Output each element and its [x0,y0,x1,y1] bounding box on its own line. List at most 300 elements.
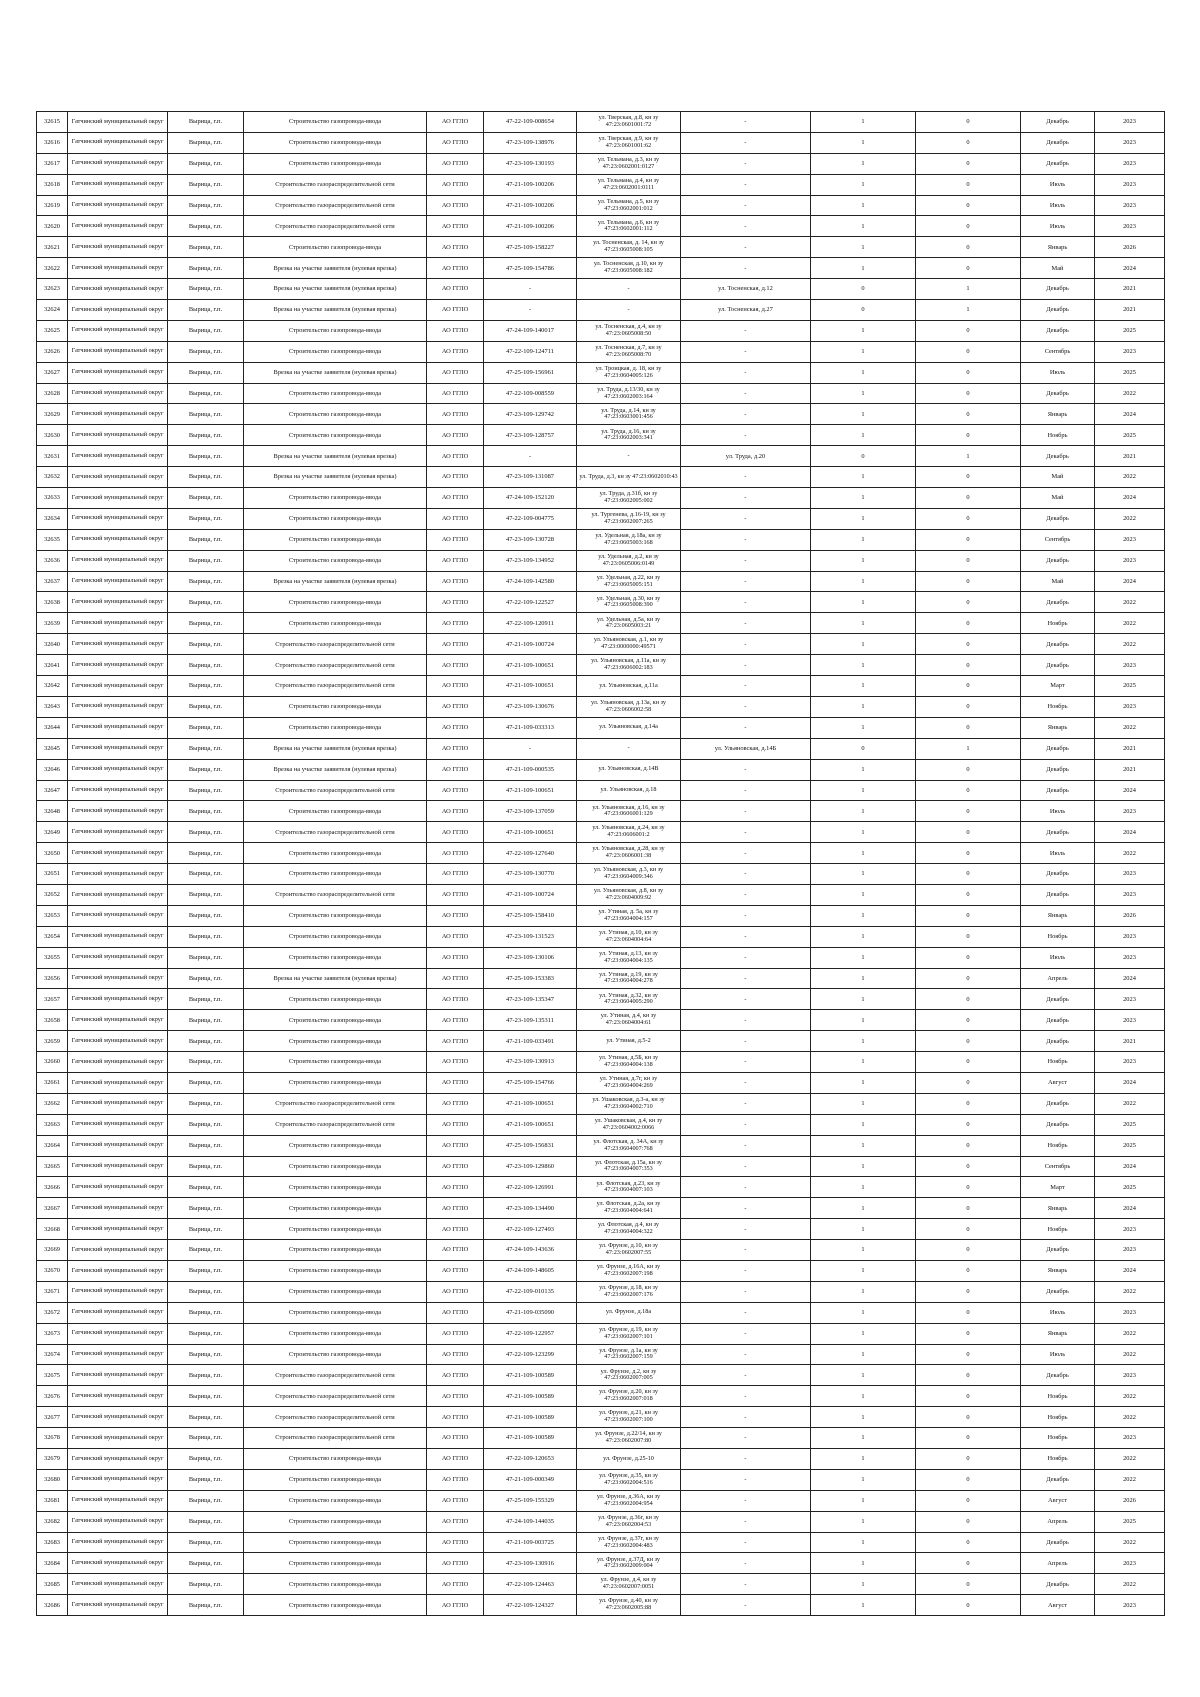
work-type-cell: Строительство газораспределительной сети [244,634,427,655]
work-type-cell: Строительство газопровода-ввода [244,1010,427,1031]
municipality-cell: Гатчинский муниципальный округ [68,1595,168,1616]
work-type-cell: Строительство газораспределительной сети [244,1428,427,1449]
month-cell: Июль [1021,801,1095,822]
municipality-cell: Гатчинский муниципальный округ [68,237,168,258]
year-cell: 2024 [1095,1260,1165,1281]
application-number-cell: 47-22-109-123299 [484,1344,577,1365]
count-a-cell: 1 [811,1052,916,1073]
count-b-cell: 0 [916,1135,1021,1156]
table-row [37,1511,1165,1532]
row-number-cell: 32625 [37,320,68,341]
work-type-cell: Строительство газопровода-ввода [244,1052,427,1073]
application-number-cell: 47-25-109-154766 [484,1072,577,1093]
count-b-cell: 0 [916,1344,1021,1365]
row-number-cell: 32631 [37,446,68,467]
municipality-cell: Гатчинский муниципальный округ [68,1281,168,1302]
year-cell: 2023 [1095,1010,1165,1031]
address-cell: ул. Утиная, д.13, кн зу 47:23:0604004:135 [577,947,681,968]
month-cell: Декабрь [1021,132,1095,153]
count-a-cell: 1 [811,1365,916,1386]
organization-cell: АО ГГЛО [427,1093,484,1114]
application-number-cell: 47-21-109-100724 [484,884,577,905]
year-cell: 2023 [1095,1219,1165,1240]
organization-cell: АО ГГЛО [427,822,484,843]
municipality-cell: Гатчинский муниципальный округ [68,989,168,1010]
organization-cell: АО ГГЛО [427,112,484,133]
object-address-cell: - [681,676,811,697]
month-cell: Ноябрь [1021,1428,1095,1449]
table-row [37,634,1165,655]
settlement-cell: Вырица, г.п. [168,1449,244,1470]
municipality-cell: Гатчинский муниципальный округ [68,843,168,864]
object-address-cell: - [681,1093,811,1114]
address-cell: - [577,300,681,321]
organization-cell: АО ГГЛО [427,550,484,571]
organization-cell: АО ГГЛО [427,738,484,759]
count-a-cell: 1 [811,216,916,237]
month-cell: Ноябрь [1021,1407,1095,1428]
year-cell: 2024 [1095,780,1165,801]
month-cell: Апрель [1021,1553,1095,1574]
organization-cell: АО ГГЛО [427,362,484,383]
month-cell: Июль [1021,174,1095,195]
settlement-cell: Вырица, г.п. [168,801,244,822]
count-b-cell: 0 [916,529,1021,550]
count-a-cell: 1 [811,884,916,905]
application-number-cell: 47-24-109-142580 [484,571,577,592]
row-number-cell: 32642 [37,676,68,697]
application-number-cell: 47-23-109-138976 [484,132,577,153]
table-row [37,446,1165,467]
address-cell: ул. Флотская, д.2а, кн зу 47:23:0604004:641 [577,1198,681,1219]
object-address-cell: - [681,1240,811,1261]
row-number-cell: 32681 [37,1490,68,1511]
table-row [37,676,1165,697]
application-number-cell: 47-21-109-100651 [484,676,577,697]
application-number-cell: 47-23-109-129860 [484,1156,577,1177]
month-cell: Декабрь [1021,1031,1095,1052]
application-number-cell: 47-21-109-100206 [484,195,577,216]
count-a-cell: 1 [811,1156,916,1177]
organization-cell: АО ГГЛО [427,446,484,467]
settlement-cell: Вырица, г.п. [168,1344,244,1365]
month-cell: Ноябрь [1021,696,1095,717]
count-b-cell: 0 [916,362,1021,383]
object-address-cell: - [681,1323,811,1344]
year-cell: 2022 [1095,1281,1165,1302]
application-number-cell: 47-25-109-154786 [484,258,577,279]
count-a-cell: 1 [811,1135,916,1156]
row-number-cell: 32680 [37,1469,68,1490]
row-number-cell: 32640 [37,634,68,655]
address-cell: ул. Фрунзе, д.1а, кн зу 47:23:0602007:159 [577,1344,681,1365]
count-a-cell: 1 [811,822,916,843]
municipality-cell: Гатчинский муниципальный округ [68,676,168,697]
settlement-cell: Вырица, г.п. [168,738,244,759]
year-cell: 2023 [1095,947,1165,968]
month-cell: Декабрь [1021,383,1095,404]
address-cell: ул. Удельная, д.5а, кн зу 47:23:0605003:21 [577,613,681,634]
year-cell: 2025 [1095,425,1165,446]
row-number-cell: 32616 [37,132,68,153]
count-a-cell: 1 [811,383,916,404]
month-cell: Январь [1021,404,1095,425]
year-cell: 2022 [1095,592,1165,613]
table-row [37,884,1165,905]
object-address-cell: - [681,864,811,885]
count-a-cell: 0 [811,446,916,467]
count-b-cell: 0 [916,258,1021,279]
count-a-cell: 1 [811,696,916,717]
application-number-cell: 47-23-109-128757 [484,425,577,446]
municipality-cell: Гатчинский муниципальный округ [68,258,168,279]
settlement-cell: Вырица, г.п. [168,279,244,300]
year-cell: 2022 [1095,717,1165,738]
table-row [37,1490,1165,1511]
municipality-cell: Гатчинский муниципальный округ [68,1574,168,1595]
organization-cell: АО ГГЛО [427,300,484,321]
count-b-cell: 0 [916,1532,1021,1553]
month-cell: Декабрь [1021,320,1095,341]
year-cell: 2022 [1095,1532,1165,1553]
settlement-cell: Вырица, г.п. [168,132,244,153]
work-type-cell: Врезка на участке заявителя (нулевая врезка) [244,738,427,759]
object-address-cell: - [681,1072,811,1093]
count-b-cell: 0 [916,571,1021,592]
municipality-cell: Гатчинский муниципальный округ [68,634,168,655]
row-number-cell: 32661 [37,1072,68,1093]
settlement-cell: Вырица, г.п. [168,237,244,258]
organization-cell: АО ГГЛО [427,1344,484,1365]
count-b-cell: 0 [916,905,1021,926]
count-a-cell: 1 [811,1010,916,1031]
application-number-cell: 47-23-109-135311 [484,1010,577,1031]
table-row [37,425,1165,446]
month-cell: Январь [1021,1198,1095,1219]
work-type-cell: Строительство газопровода-ввода [244,383,427,404]
organization-cell: АО ГГЛО [427,1469,484,1490]
table-row [37,801,1165,822]
application-number-cell: 47-23-109-130728 [484,529,577,550]
count-b-cell: 0 [916,1156,1021,1177]
work-type-cell: Строительство газопровода-ввода [244,132,427,153]
application-number-cell: 47-23-109-130676 [484,696,577,717]
month-cell: Сентябрь [1021,529,1095,550]
address-cell: ул. Фрунзе, д.40, кн зу 47:23:0602005:88 [577,1595,681,1616]
count-b-cell: 0 [916,550,1021,571]
table-row [37,404,1165,425]
year-cell: 2022 [1095,1323,1165,1344]
table-row [37,1072,1165,1093]
organization-cell: АО ГГЛО [427,801,484,822]
work-type-cell: Строительство газораспределительной сети [244,822,427,843]
year-cell: 2022 [1095,1386,1165,1407]
row-number-cell: 32675 [37,1365,68,1386]
application-number-cell: 47-24-109-144035 [484,1511,577,1532]
table-row [37,362,1165,383]
count-b-cell: 0 [916,174,1021,195]
address-cell: ул. Ульяновская, д.24, кн зу 47:23:0606001:2 [577,822,681,843]
count-b-cell: 0 [916,195,1021,216]
count-a-cell: 1 [811,1553,916,1574]
address-cell: ул. Фрунзе, д.25-10 [577,1449,681,1470]
settlement-cell: Вырица, г.п. [168,1302,244,1323]
organization-cell: АО ГГЛО [427,655,484,676]
year-cell: 2022 [1095,1344,1165,1365]
work-type-cell: Строительство газопровода-ввода [244,341,427,362]
address-cell: ул. Удельная, д.2, кн зу 47:23:0605006:0149 [577,550,681,571]
work-type-cell: Строительство газопровода-ввода [244,1302,427,1323]
address-cell: ул. Флотская, д.4, кн зу 47:23:0604004:322 [577,1219,681,1240]
settlement-cell: Вырица, г.п. [168,1428,244,1449]
table-row [37,1219,1165,1240]
application-number-cell: 47-25-109-155329 [484,1490,577,1511]
row-number-cell: 32652 [37,884,68,905]
month-cell: Декабрь [1021,738,1095,759]
year-cell: 2023 [1095,1302,1165,1323]
work-type-cell: Строительство газопровода-ввода [244,1469,427,1490]
count-a-cell: 1 [811,1595,916,1616]
table-row [37,550,1165,571]
count-b-cell: 0 [916,1219,1021,1240]
work-type-cell: Строительство газопровода-ввода [244,550,427,571]
year-cell: 2024 [1095,1156,1165,1177]
municipality-cell: Гатчинский муниципальный округ [68,550,168,571]
organization-cell: АО ГГЛО [427,1198,484,1219]
count-b-cell: 0 [916,759,1021,780]
address-cell: ул. Фрунзе, д.2, кн зу 47:23:0602007:005 [577,1365,681,1386]
row-number-cell: 32615 [37,112,68,133]
settlement-cell: Вырица, г.п. [168,341,244,362]
organization-cell: АО ГГЛО [427,1219,484,1240]
table-row [37,1093,1165,1114]
count-a-cell: 1 [811,613,916,634]
municipality-cell: Гатчинский муниципальный округ [68,300,168,321]
count-b-cell: 0 [916,1177,1021,1198]
object-address-cell: - [681,1302,811,1323]
count-b-cell: 0 [916,383,1021,404]
settlement-cell: Вырица, г.п. [168,1511,244,1532]
row-number-cell: 32635 [37,529,68,550]
count-a-cell: 1 [811,258,916,279]
settlement-cell: Вырица, г.п. [168,676,244,697]
table-row [37,1156,1165,1177]
gasification-table [36,111,1165,1616]
application-number-cell: 47-21-109-000349 [484,1469,577,1490]
month-cell: Сентябрь [1021,1156,1095,1177]
count-a-cell: 1 [811,655,916,676]
settlement-cell: Вырица, г.п. [168,592,244,613]
month-cell: Декабрь [1021,153,1095,174]
year-cell: 2026 [1095,905,1165,926]
address-cell: ул. Труда, д.14, кн зу 47:23:0603001:456 [577,404,681,425]
object-address-cell: ул. Тосненская, д.12 [681,279,811,300]
work-type-cell: Строительство газопровода-ввода [244,717,427,738]
application-number-cell: 47-21-109-100206 [484,174,577,195]
organization-cell: АО ГГЛО [427,634,484,655]
municipality-cell: Гатчинский муниципальный округ [68,1469,168,1490]
count-b-cell: 1 [916,446,1021,467]
address-cell: ул. Тосненская, д. 14, кн зу 47:23:0605008:105 [577,237,681,258]
count-a-cell: 1 [811,1532,916,1553]
municipality-cell: Гатчинский муниципальный округ [68,947,168,968]
year-cell: 2022 [1095,634,1165,655]
work-type-cell: Врезка на участке заявителя (нулевая врезка) [244,300,427,321]
settlement-cell: Вырица, г.п. [168,780,244,801]
address-cell: ул. Ульяновская, д.14В [577,759,681,780]
row-number-cell: 32655 [37,947,68,968]
object-address-cell: - [681,968,811,989]
municipality-cell: Гатчинский муниципальный округ [68,1490,168,1511]
count-b-cell: 0 [916,1198,1021,1219]
count-a-cell: 1 [811,1511,916,1532]
application-number-cell: 47-23-109-137059 [484,801,577,822]
object-address-cell: - [681,1449,811,1470]
organization-cell: АО ГГЛО [427,195,484,216]
row-number-cell: 32678 [37,1428,68,1449]
month-cell: Май [1021,258,1095,279]
count-b-cell: 0 [916,1490,1021,1511]
settlement-cell: Вырица, г.п. [168,320,244,341]
year-cell: 2022 [1095,508,1165,529]
table-row [37,467,1165,488]
table-row [37,508,1165,529]
municipality-cell: Гатчинский муниципальный округ [68,425,168,446]
year-cell: 2022 [1095,1093,1165,1114]
table-row [37,947,1165,968]
year-cell: 2025 [1095,1177,1165,1198]
work-type-cell: Строительство газораспределительной сети [244,174,427,195]
year-cell: 2023 [1095,1595,1165,1616]
year-cell: 2023 [1095,195,1165,216]
work-type-cell: Строительство газопровода-ввода [244,989,427,1010]
settlement-cell: Вырица, г.п. [168,717,244,738]
work-type-cell: Строительство газопровода-ввода [244,843,427,864]
work-type-cell: Строительство газопровода-ввода [244,1219,427,1240]
count-b-cell: 0 [916,655,1021,676]
organization-cell: АО ГГЛО [427,1511,484,1532]
count-a-cell: 1 [811,1198,916,1219]
address-cell: ул. Ульяновская, д.1, кн зу 47:23:0000000:49571 [577,634,681,655]
application-number-cell: 47-21-109-100589 [484,1407,577,1428]
organization-cell: АО ГГЛО [427,1490,484,1511]
application-number-cell: 47-21-109-033313 [484,717,577,738]
municipality-cell: Гатчинский муниципальный округ [68,801,168,822]
application-number-cell: 47-22-109-008654 [484,112,577,133]
count-b-cell: 0 [916,112,1021,133]
settlement-cell: Вырица, г.п. [168,1553,244,1574]
row-number-cell: 32634 [37,508,68,529]
organization-cell: АО ГГЛО [427,1365,484,1386]
year-cell: 2023 [1095,550,1165,571]
count-b-cell: 0 [916,237,1021,258]
object-address-cell: - [681,843,811,864]
month-cell: Декабрь [1021,550,1095,571]
municipality-cell: Гатчинский муниципальный округ [68,1386,168,1407]
count-b-cell: 0 [916,780,1021,801]
object-address-cell: - [681,112,811,133]
organization-cell: АО ГГЛО [427,529,484,550]
count-b-cell: 0 [916,1553,1021,1574]
table-row [37,1135,1165,1156]
year-cell: 2023 [1095,655,1165,676]
municipality-cell: Гатчинский муниципальный округ [68,864,168,885]
object-address-cell: - [681,383,811,404]
count-a-cell: 1 [811,425,916,446]
organization-cell: АО ГГЛО [427,592,484,613]
municipality-cell: Гатчинский муниципальный округ [68,508,168,529]
settlement-cell: Вырица, г.п. [168,467,244,488]
object-address-cell: - [681,1135,811,1156]
count-a-cell: 1 [811,947,916,968]
row-number-cell: 32627 [37,362,68,383]
municipality-cell: Гатчинский муниципальный округ [68,1156,168,1177]
row-number-cell: 32683 [37,1532,68,1553]
work-type-cell: Врезка на участке заявителя (нулевая врезка) [244,362,427,383]
application-number-cell: 47-22-109-124463 [484,1574,577,1595]
year-cell: 2021 [1095,738,1165,759]
municipality-cell: Гатчинский муниципальный округ [68,1553,168,1574]
municipality-cell: Гатчинский муниципальный округ [68,571,168,592]
work-type-cell: Строительство газопровода-ввода [244,529,427,550]
object-address-cell: - [681,174,811,195]
settlement-cell: Вырица, г.п. [168,153,244,174]
count-a-cell: 1 [811,1281,916,1302]
municipality-cell: Гатчинский муниципальный округ [68,926,168,947]
count-b-cell: 0 [916,1386,1021,1407]
address-cell: ул. Фрунзе, д.16А, кн зу 47:23:0602007:198 [577,1260,681,1281]
table-row [37,738,1165,759]
count-b-cell: 0 [916,488,1021,509]
settlement-cell: Вырица, г.п. [168,446,244,467]
count-a-cell: 1 [811,112,916,133]
work-type-cell: Строительство газопровода-ввода [244,1156,427,1177]
application-number-cell: 47-22-109-122957 [484,1323,577,1344]
settlement-cell: Вырица, г.п. [168,404,244,425]
count-a-cell: 0 [811,279,916,300]
municipality-cell: Гатчинский муниципальный округ [68,488,168,509]
settlement-cell: Вырица, г.п. [168,258,244,279]
organization-cell: АО ГГЛО [427,571,484,592]
object-address-cell: - [681,905,811,926]
year-cell: 2022 [1095,1469,1165,1490]
row-number-cell: 32645 [37,738,68,759]
year-cell: 2024 [1095,404,1165,425]
table-row [37,1344,1165,1365]
address-cell: ул. Утиная, д.5-2 [577,1031,681,1052]
municipality-cell: Гатчинский муниципальный округ [68,153,168,174]
address-cell: ул. Утиная, д.19, кн зу 47:23:0604004:278 [577,968,681,989]
count-b-cell: 0 [916,1031,1021,1052]
year-cell: 2022 [1095,613,1165,634]
application-number-cell: 47-23-109-130193 [484,153,577,174]
count-b-cell: 0 [916,884,1021,905]
table-row [37,1365,1165,1386]
row-number-cell: 32620 [37,216,68,237]
organization-cell: АО ГГЛО [427,968,484,989]
count-a-cell: 1 [811,1490,916,1511]
count-a-cell: 1 [811,404,916,425]
settlement-cell: Вырица, г.п. [168,174,244,195]
object-address-cell: - [681,1511,811,1532]
municipality-cell: Гатчинский муниципальный округ [68,1114,168,1135]
year-cell: 2022 [1095,843,1165,864]
work-type-cell: Строительство газопровода-ввода [244,1532,427,1553]
year-cell: 2021 [1095,759,1165,780]
month-cell: Ноябрь [1021,425,1095,446]
object-address-cell: - [681,1386,811,1407]
object-address-cell: ул. Труда, д.20 [681,446,811,467]
